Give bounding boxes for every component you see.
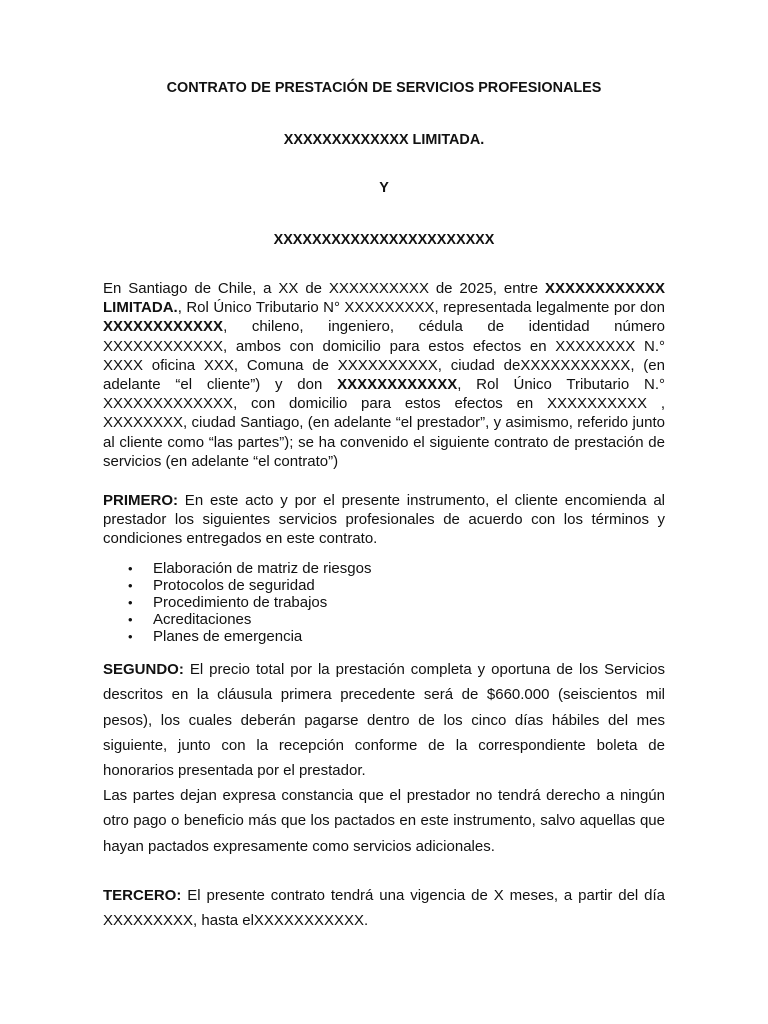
list-item xyxy=(0,611,768,628)
list-item xyxy=(0,577,768,594)
clause-tercero xyxy=(103,883,665,934)
intro-text-1: En Santiago de Chile, a XX de XXXXXXXXXX de 2025, entre xyxy=(103,280,545,297)
clause-tercero-text: El presente contrato tendrá una vigencia de X meses, a partir del día XXXXXXXXX, hasta elXXXXXXXXXXX. xyxy=(103,887,665,930)
party-two-heading: XXXXXXXXXXXXXXXXXXXXXXX xyxy=(273,232,495,248)
bullet-icon: • xyxy=(128,612,133,627)
clause-segundo-text: El precio total por la prestación completa y oportuna de los Servicios descritos en la cláusula primera precedente será de $660.000 (seiscientos mil pesos), los cuales deberán pagarse dentro de los cinco días hábiles del mes siguiente, junto con la recepción conforme de la correspondiente boleta de honorarios presentada por el prestador. xyxy=(103,661,665,780)
services-list xyxy=(0,560,768,645)
bullet-icon: • xyxy=(128,578,133,593)
list-item-text: Procedimiento de trabajos xyxy=(153,594,328,611)
client-representative-name: XXXXXXXXXXXX xyxy=(103,318,224,336)
intro-text-2: , Rol Único Tributario N° XXXXXXXXX, representada legalmente por don xyxy=(177,299,665,317)
bullet-icon: • xyxy=(128,629,133,644)
clause-segundo xyxy=(103,657,665,783)
list-item-text: Acreditaciones xyxy=(153,611,252,628)
clause-primero-label: PRIMERO: xyxy=(103,492,178,509)
list-item-text: Planes de emergencia xyxy=(153,628,303,645)
intro-text-3: , chileno, ingeniero, cédula de identidad número XXXXXXXXXXXX, ambos con domicilio para estos efectos en XXXXXXXX N.° XXXX oficina XXX, Comuna de XXXXXXXXXX, ciudad deXXXXXXXXXXX, (en adelante “el cliente”) y don xyxy=(103,318,665,394)
list-item xyxy=(0,628,768,645)
intro-paragraph xyxy=(103,279,665,471)
clause-primero xyxy=(103,491,665,549)
conjunction-heading: Y xyxy=(379,180,389,196)
list-item-text: Elaboración de matriz de riesgos xyxy=(153,560,372,577)
list-item xyxy=(0,594,768,611)
bullet-icon: • xyxy=(128,561,133,576)
intro-text-4: , Rol Único Tributario N.° XXXXXXXXXXXXX, con domicilio para estos efectos en XXXXXXXXXX , XXXXXXXX, ciudad Santiago, (en adelante “el prestador”, y asimismo, referido junto al cliente como “las partes”); se ha convenido el siguiente contrato de prestación de servicios (en adelante “el contrato”) xyxy=(103,376,665,470)
party-one-heading: XXXXXXXXXXXXX LIMITADA. xyxy=(283,132,485,148)
list-item-text: Protocolos de seguridad xyxy=(153,577,315,594)
clause-segundo-label: SEGUNDO: xyxy=(103,661,184,678)
clause-tercero-label: TERCERO: xyxy=(103,887,182,904)
list-item xyxy=(0,560,768,577)
clause-segundo-addendum: Las partes dejan expresa constancia que el prestador no tendrá derecho a ningún otro pago o beneficio más que los pactados en este instrumento, salvo aquellas que hayan pactados expresamente como servicios adicionales. xyxy=(103,787,665,855)
clause-primero-text: En este acto y por el presente instrumento, el cliente encomienda al prestador los siguientes servicios profesionales de acuerdo con los términos y condiciones entregados en este contrato. xyxy=(103,492,665,548)
client-company-name: XXXXXXXXXXXX LIMITADA. xyxy=(103,280,665,317)
contract-title: CONTRATO DE PRESTACIÓN DE SERVICIOS PROFESIONALES xyxy=(166,80,602,96)
bullet-icon: • xyxy=(128,595,133,610)
provider-name: XXXXXXXXXXXX xyxy=(337,376,458,394)
